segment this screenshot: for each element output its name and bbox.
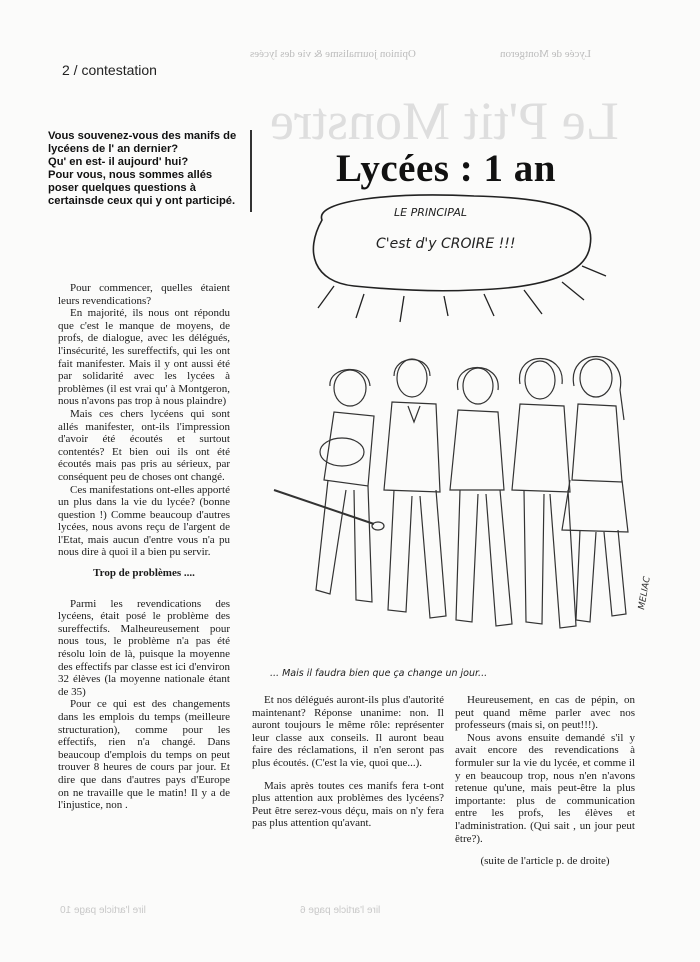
bubble-spikes bbox=[318, 266, 606, 322]
bleed-through-masthead: Le P'tit Monstre bbox=[270, 91, 619, 151]
paragraph: Et nos délégués auront-ils plus d'autorité maintenant? Réponse unanime: non. Il auront toujours le même rôle: représenter leur classe aux conseils. Il auront beau faire des réclamations, il n'en seront pas plus écoutés. (C'est la vie, quoi que...). bbox=[252, 694, 444, 769]
intro-line: Qu' en est- il aujourd' hui? bbox=[48, 156, 189, 168]
paragraph: En majorité, ils nous ont répondu que c'est le manque de moyens, de profs, de dialogue, avec les délégués, l'insécurité, les sureffectifs, qui les ont fait manifester. Mais il y ont aussi été par solidarité avec les lycées à problèmes (il est vrai qu' à Montgeron, nous n'avons pas trop à nous plaindre) bbox=[58, 307, 230, 408]
intro-line: lycéens de l' an dernier? bbox=[48, 143, 179, 155]
students-group bbox=[274, 356, 628, 628]
bubble-quote: C'est d'y CROIRE !!! bbox=[376, 236, 516, 252]
student-figure bbox=[450, 368, 512, 627]
section-label: 2 / contestation bbox=[62, 62, 157, 78]
paragraph: Nous avons ensuite demandé s'il y avait encore des revendications à formuler sur la vie du lycée, et comme il y en beaucoup trop, nous n'en n'avons retenue qu'une, mais peut-être la plus importante: plus de communication entre les profs, les élèves et l'administration. (Qui sait , un jour peut être?). bbox=[455, 731, 635, 845]
subheading: Trop de problèmes .... bbox=[93, 567, 195, 580]
paragraph: Mais après toutes ces manifs fera t-ont plus attention aux problèmes des lycéens? Peut être serez-vous déçu, mais on n'y fera pas plus attention qu'avant. bbox=[252, 779, 444, 830]
bleed-through-header-right: Lycée de Montgeron bbox=[500, 48, 592, 60]
student-figure bbox=[316, 369, 374, 602]
bleed-through-footer-right: lire l'article page 6 bbox=[300, 905, 381, 916]
microphone bbox=[372, 522, 384, 530]
artist-signature: MELIAC bbox=[637, 575, 653, 611]
paragraph: Mais ces chers lycéens qui sont allés manifester, ont-ils l'impression d'avoir été écoutés et surtout contentés? Et bien oui ils ont été écoutés mais pas pris au sérieux, par conséquent peu de choses ont changé. bbox=[58, 407, 230, 483]
paragraph: Pour commencer, quelles étaient leurs revendications? bbox=[58, 282, 230, 307]
student-figure bbox=[512, 359, 576, 629]
bubble-speaker: LE PRINCIPAL bbox=[394, 206, 467, 219]
student-figure bbox=[562, 356, 628, 622]
article-headline: Lycées : 1 an bbox=[336, 147, 556, 190]
article-column-2 bbox=[252, 694, 444, 830]
article-column-1 bbox=[58, 282, 230, 812]
intro-line: Pour vous, nous sommes allés bbox=[48, 169, 213, 181]
student-figure bbox=[384, 359, 446, 618]
intro-line: poser quelques questions à bbox=[48, 182, 196, 194]
continued-note: (suite de l'article p. de droite) bbox=[480, 855, 610, 868]
paragraph: Parmi les revendications des lycéens, était posé le problème des sureffectifs. Malheureusement pour nous tous, le problème n'a pas été résolu loin de là, puisque la moyenne des effectifs par classe est ici d'environ 32 élèves (la moyenne nationale étant de 35) bbox=[58, 597, 230, 698]
bleed-through-header-left: Opinion journalisme & vie des lycées bbox=[250, 48, 416, 60]
intro-teaser bbox=[48, 130, 244, 208]
cartoon-illustration bbox=[244, 190, 664, 670]
bleed-through-footer-left: lire l'article page 10 bbox=[60, 905, 146, 916]
paragraph: Ces manifestations ont-elles apporté un plus dans la vie du lycée? (bonne question !) Comme beaucoup d'autres lycées, nous avons reçu de l'argent de l'Etat, mais aucun d'entre vous n'a pu nous dire à quoi il a bien pu servir. bbox=[58, 483, 230, 559]
intro-line: certainsde ceux qui y ont participé. bbox=[48, 195, 236, 207]
paragraph: Pour ce qui est des changements dans les emplois du temps (meilleure structuration), comme pour les effectifs, rien n'a changé. Dans beaucoup d'emplois du temps on peut trouver 8 heures de cours par jour. Et dire que dans d'autres pays d'Europe on ne travaille que le matin! Il y a de l'injustice, non . bbox=[58, 698, 230, 812]
article-column-3 bbox=[455, 694, 635, 868]
intro-line: Vous souvenez-vous des manifs de bbox=[48, 130, 237, 142]
cartoon-caption: ... Mais il faudra bien que ça change un jour... bbox=[270, 668, 488, 679]
paragraph: Heureusement, en cas de pépin, on peut quand même parler avec nos professeurs (mais si, on peut!!!). bbox=[455, 694, 635, 732]
